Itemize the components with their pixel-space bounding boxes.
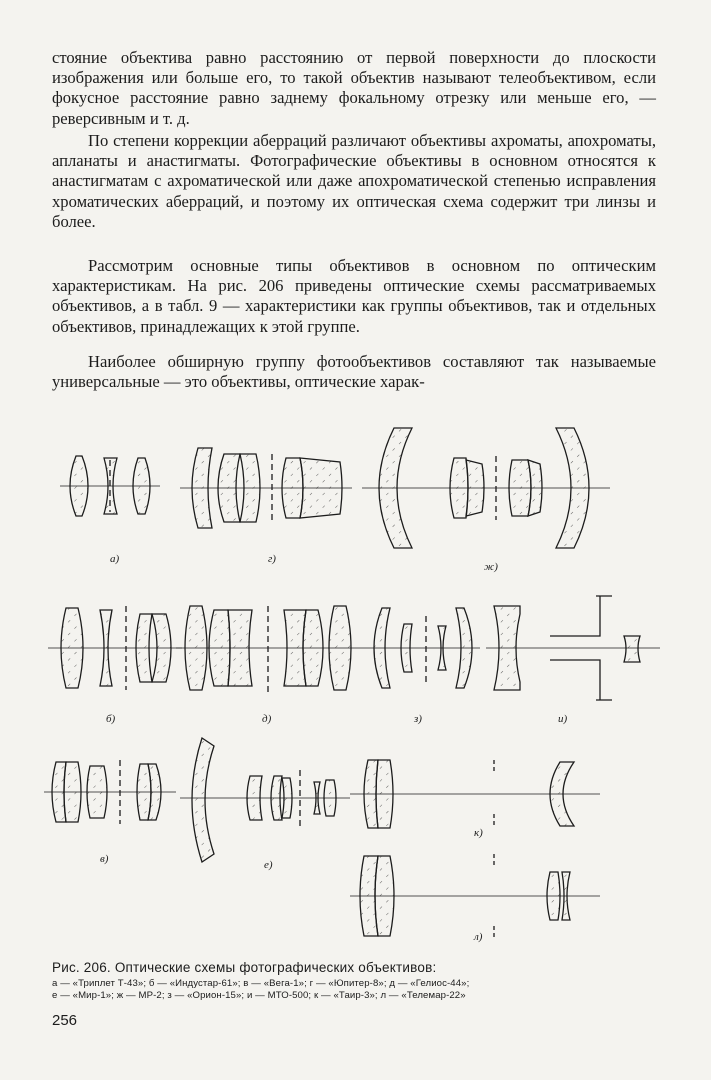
label-zh: ж) [484, 561, 498, 573]
paragraph-1: стояние объектива равно расстоянию от первой поверхности до плоскости изображения или больше его, то такой объектив называют телеобъективом, если фокусное расстояние равно заднему фокальному отрезку или меньше его, — реверсивным и т. д. [52, 48, 656, 128]
figure-caption-title: Рис. 206. Оптические схемы фотографических объективов: [52, 960, 437, 975]
label-a: а) [110, 553, 120, 565]
label-e: е) [264, 859, 273, 871]
label-l: л) [474, 931, 483, 943]
scheme-e [192, 738, 336, 862]
label-b: б) [106, 713, 116, 725]
page-number: 256 [52, 1012, 78, 1029]
lens-schemes-figure [0, 410, 711, 950]
label-d: д) [262, 713, 272, 725]
label-v: в) [100, 853, 109, 865]
paragraph-4: Наиболее обширную группу фотообъективов составляют так называемые универсальные — это объективы, оптические харак- [52, 352, 656, 392]
label-i: и) [558, 713, 568, 725]
paragraph-2: По степени коррекции аберраций различают объективы ахроматы, апохроматы, апланаты и анастигматы. Фотографические объективы в основном относятся к анастигматам с ахроматической или даже апохроматической степенью исправления хроматических аберраций, и поэтому их оптическая схема содержит три линзы и более. [52, 131, 656, 231]
label-g: г) [268, 553, 276, 565]
figure-legend-line-1: а — «Триплет Т-43»; б — «Индустар-61»; в — «Вега-1»; г — «Юпитер-8»; д — «Гелиос-44»; [52, 978, 470, 989]
scheme-d [185, 606, 351, 692]
label-k: к) [474, 827, 483, 839]
label-z: з) [414, 713, 422, 725]
figure-legend-line-2: е — «Мир-1»; ж — МР-2; з — «Орион-15»; и — МТО-500; к — «Таир-3»; л — «Телемар-22» [52, 990, 466, 1001]
paragraph-3: Рассмотрим основные типы объективов в основном по оптическим характеристикам. На рис. 206 приведены оптические схемы рассматриваемых объективов, а в табл. 9 — характеристики как группы объективов, так и отдельных объективов, принадлежащих к этой группе. [52, 256, 656, 336]
